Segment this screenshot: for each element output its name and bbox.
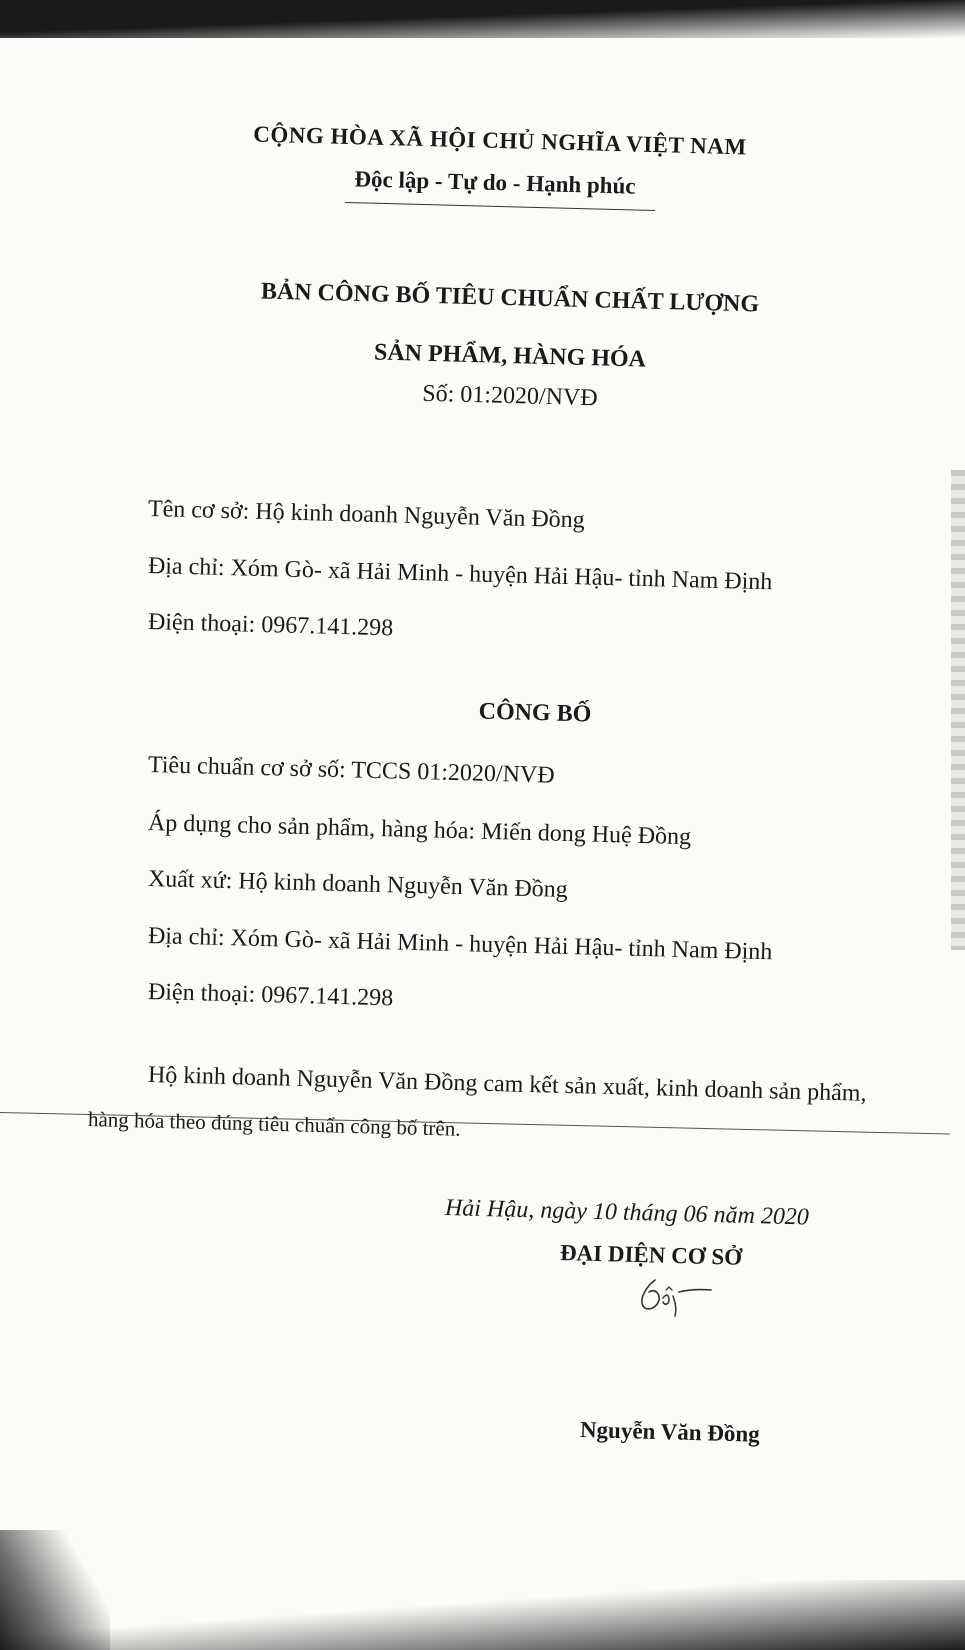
representative-name: Nguyễn Văn Đồng: [579, 1417, 761, 1447]
motto-underline: [345, 202, 655, 211]
origin-phone: Điện thoại: 0967.141.298: [147, 979, 394, 1012]
scan-bottom-shadow: [0, 1580, 965, 1650]
establishment-name: Tên cơ sở: Hộ kinh doanh Nguyễn Văn Đồng: [147, 496, 586, 534]
scan-top-shadow: [0, 0, 965, 38]
establishment-address: Địa chỉ: Xóm Gò- xã Hải Minh - huyện Hải Hậu- tỉnh Nam Định: [147, 553, 773, 596]
document-title-line2: SẢN PHẨM, HÀNG HÓA: [373, 339, 647, 373]
handwritten-signature: [633, 1272, 723, 1322]
document-number: Số: 01:2020/NVĐ: [422, 380, 598, 412]
product-origin: Xuất xứ: Hộ kinh doanh Nguyễn Văn Đồng: [147, 866, 569, 903]
commitment-line1: Hộ kinh doanh Nguyễn Văn Đồng cam kết sản xuất, kinh doanh sản phẩm,: [147, 1062, 867, 1107]
scan-right-edge: [951, 470, 965, 950]
applied-product: Áp dụng cho sản phẩm, hàng hóa: Miến dong Huệ Đồng: [147, 810, 692, 851]
establishment-phone: Điện thoại: 0967.141.298: [147, 609, 394, 642]
sign-date: Hải Hậu, ngày 10 tháng 06 năm 2020: [444, 1195, 810, 1231]
standard-number: Tiêu chuẩn cơ sở số: TCCS 01:2020/NVĐ: [147, 752, 555, 789]
origin-address: Địa chỉ: Xóm Gò- xã Hải Minh - huyện Hải Hậu- tỉnh Nam Định: [147, 923, 773, 966]
republic-heading: CỘNG HÒA XÃ HỘI CHỦ NGHĨA VIỆT NAM: [253, 121, 747, 160]
representative-title: ĐẠI DIỆN CƠ SỞ: [559, 1240, 743, 1270]
commitment-line2: hàng hóa theo đúng tiêu chuẩn công bố trên.: [87, 1107, 461, 1141]
document-title-line1: BẢN CÔNG BỐ TIÊU CHUẨN CHẤT LƯỢNG: [260, 278, 760, 318]
scan-bottom-left-shadow: [0, 1530, 110, 1650]
motto: Độc lập - Tự do - Hạnh phúc: [354, 166, 636, 199]
declaration-heading: CÔNG BỐ: [478, 698, 592, 728]
